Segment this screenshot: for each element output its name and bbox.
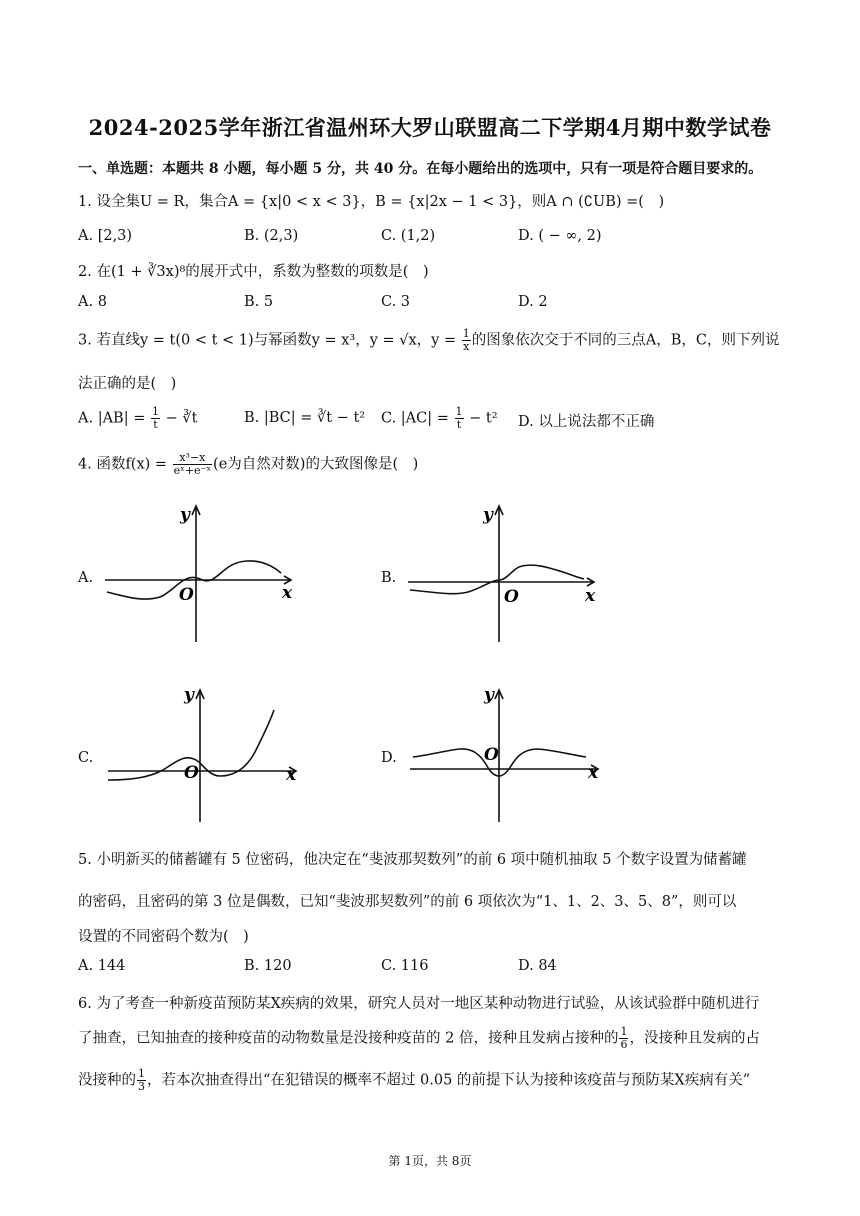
question-3-stem-line2: 法正确的是( ) — [78, 376, 177, 392]
q1-option-c: C. (1,2) — [381, 228, 436, 244]
question-6-line3 — [78, 1068, 750, 1093]
q3-c-pre: C. |AC| = — [381, 410, 454, 427]
q6-line3-post: ，若本次抽查得出“在犯错误的概率不超过 0.05 的前提下认为接种该疫苗与预防某X疾病有关” — [147, 1072, 751, 1089]
q3-a-post: − ∛t — [160, 410, 198, 427]
q3-a-num: 1 — [151, 405, 159, 418]
q6-frac2-den: 3 — [138, 1080, 145, 1093]
q6-line2-pre: 了抽查，已知抽查的接种疫苗的动物数量是没接种疫苗的 2 倍，接种且发病占接种的 — [78, 1030, 619, 1047]
q4-text-b: (e为自然对数)的大致图像是( ) — [213, 456, 419, 473]
page-footer: 第 1页，共 8页 — [388, 1154, 472, 1168]
q4-graph-d — [410, 680, 605, 825]
q6-frac2-num: 1 — [138, 1067, 145, 1080]
q6-frac-2 — [137, 1068, 146, 1093]
question-6-line1: 6. 为了考查一种新疫苗预防某X疾病的效果，研究人员对一地区某种动物进行试验，从该试验群中随机进行 — [78, 996, 760, 1012]
y-label: y — [483, 505, 493, 525]
q6-frac1-num: 1 — [620, 1025, 628, 1038]
q4-label-b: B. — [381, 570, 397, 586]
x-label: x — [585, 586, 596, 606]
q3-option-b: B. |BC| = ∛t − t² — [244, 410, 366, 426]
q3-fraction — [462, 328, 471, 353]
q2-option-a: A. 8 — [78, 294, 107, 310]
origin-label: O — [184, 763, 199, 783]
q2-option-d: D. 2 — [518, 294, 548, 310]
q5-option-b: B. 120 — [244, 958, 292, 974]
q3-option-a — [78, 406, 197, 431]
q1-option-b: B. (2,3) — [244, 228, 299, 244]
q4-graph-a — [105, 500, 300, 645]
question-1-stem: 1. 设全集U = R，集合A = {x|0 < x < 3}，B = {x|2x − 1 < 3}，则A ∩ (∁UB) =( ) — [78, 194, 665, 210]
question-4-stem — [78, 452, 418, 477]
question-6-line2 — [78, 1026, 760, 1051]
y-label: y — [180, 505, 190, 525]
x-label: x — [588, 763, 599, 783]
q4-frac-num: x³−x — [173, 452, 212, 465]
q1-option-a: A. [2,3) — [78, 228, 133, 244]
q3-frac-num: 1 — [462, 327, 470, 340]
question-3-stem-line1 — [78, 328, 779, 353]
q3-text-a: 3. 若直线y = t(0 < t < 1)与幂函数y = x³，y = √x，y = — [78, 332, 461, 349]
page-title: 2024-2025学年浙江省温州环大罗山联盟高二下学期4月期中数学试卷 — [88, 115, 772, 140]
q4-label-c: C. — [78, 750, 94, 766]
origin-label: O — [179, 585, 194, 605]
q3-c-frac — [455, 406, 464, 431]
q3-option-c — [381, 406, 498, 431]
q3-option-d: D. 以上说法都不正确 — [518, 414, 655, 430]
q4-graph-c — [108, 680, 303, 825]
q1-option-d: D. ( − ∞, 2) — [518, 228, 602, 244]
question-5-line2: 的密码，且密码的第 3 位是偶数，已知“斐波那契数列”的前 6 项依次为“1、1、2、3、5、8”，则可以 — [78, 894, 737, 910]
q4-label-a: A. — [78, 570, 94, 586]
x-label: x — [282, 583, 293, 603]
q6-frac-1 — [619, 1026, 628, 1051]
question-5-line1: 5. 小明新买的储蓄罐有 5 位密码，他决定在“斐波那契数列”的前 6 项中随机抽取 5 个数字设置为储蓄罐 — [78, 852, 747, 868]
q4-label-d: D. — [381, 750, 397, 766]
q3-c-post: − t² — [464, 410, 498, 427]
q2-option-b: B. 5 — [244, 294, 274, 310]
origin-label: O — [504, 587, 519, 607]
question-5-line3: 设置的不同密码个数为( ) — [78, 929, 249, 945]
q5-option-d: D. 84 — [518, 958, 557, 974]
q5-option-c: C. 116 — [381, 958, 429, 974]
section-header: 一、单选题：本题共 8 小题，每小题 5 分，共 40 分。在每小题给出的选项中，只有一项是符合题目要求的。 — [78, 161, 763, 177]
q3-a-frac — [151, 406, 160, 431]
q6-line2-post: ，没接种且发病的占 — [629, 1030, 760, 1047]
q5-option-a: A. 144 — [78, 958, 126, 974]
q3-c-num: 1 — [455, 405, 463, 418]
q3-a-pre: A. |AB| = — [78, 410, 150, 427]
x-label: x — [286, 765, 297, 785]
q4-graph-b — [408, 500, 603, 645]
y-label: y — [484, 685, 494, 705]
q4-frac-den: eˣ+e⁻ˣ — [173, 464, 212, 477]
question-2-stem: 2. 在(1 + ∛3x)⁸的展开式中，系数为整数的项数是( ) — [78, 264, 429, 280]
q4-text-a: 4. 函数f(x) = — [78, 456, 172, 473]
origin-label: O — [484, 745, 499, 765]
q3-text-b: 的图象依次交于不同的三点A，B，C，则下列说 — [471, 332, 780, 349]
q6-line3-pre: 没接种的 — [78, 1072, 136, 1089]
q6-frac1-den: 6 — [620, 1038, 628, 1051]
q3-c-den: t — [456, 418, 462, 431]
q4-fraction — [173, 452, 212, 477]
q3-a-den: t — [153, 418, 158, 431]
curve — [410, 565, 584, 594]
q2-option-c: C. 3 — [381, 294, 411, 310]
q3-frac-den: x — [463, 340, 470, 353]
y-label: y — [184, 685, 194, 705]
